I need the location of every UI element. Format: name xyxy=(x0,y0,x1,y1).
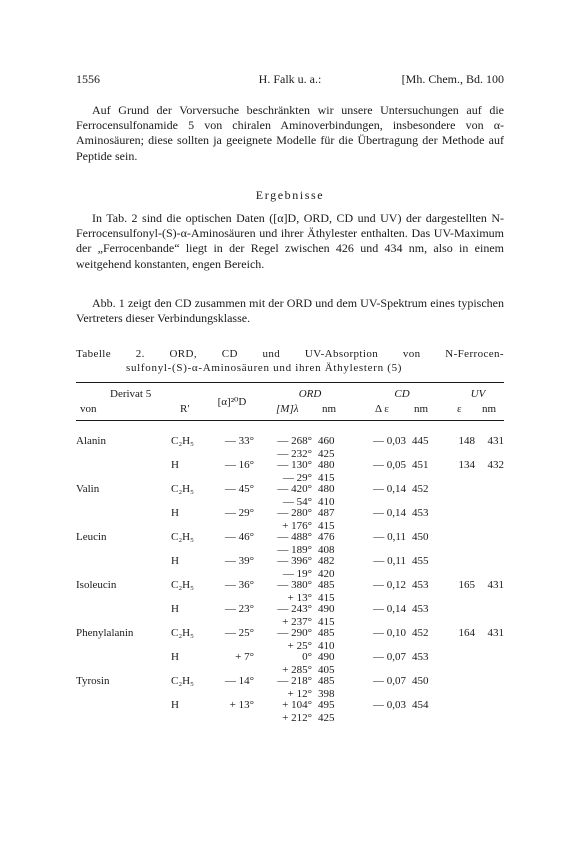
page-number: 1556 xyxy=(76,72,100,86)
table-cell-m1: — 218° xyxy=(277,675,312,687)
table-cell-cnm: 453 xyxy=(412,507,429,519)
header-alpha: [α]²⁰D xyxy=(217,396,247,408)
table-caption-line-1: Tabelle 2. ORD, CD und UV-Absorption von N-Ferrocen- xyxy=(76,348,504,360)
table-header-rule xyxy=(76,420,504,421)
table-cell-n2: 415 xyxy=(318,520,335,532)
table-cell-m2: — 19° xyxy=(282,568,312,580)
table-cell-n1: 487 xyxy=(318,507,335,519)
table-cell-cnm: 454 xyxy=(412,699,429,711)
header-uv-e: ε xyxy=(457,403,462,415)
table-cell-alpha: + 13° xyxy=(229,699,254,711)
table-cell-n1: 490 xyxy=(318,651,335,663)
results-paragraph: In Tab. 2 sind die optischen Daten ([α]D, ORD, CD und UV) der dargestellten N-Ferrocensulfonyl-(S)-α-Aminosäuren und ihrer Äthylester enthalten. Das UV-Maximum der „Ferrocenbande“ liegt in der Regel zwischen 426 und 434 nm, also in einem weitgehend konstanten, engen Bereich. xyxy=(76,211,504,271)
table-cell-m1: — 268° xyxy=(277,435,312,447)
table-cell-n1: 480 xyxy=(318,459,335,471)
table-cell-unm: 431 xyxy=(487,579,504,591)
table-cell-de: — 0,03 xyxy=(373,699,406,711)
table-cell-m1: — 130° xyxy=(277,459,312,471)
table-cell-cnm: 453 xyxy=(412,651,429,663)
header-von: von xyxy=(80,403,97,415)
table-cell-de: — 0,11 xyxy=(373,531,406,543)
table-cell-m1: — 280° xyxy=(277,507,312,519)
table-cell-e: 164 xyxy=(458,627,475,639)
table-cell-m2: + 285° xyxy=(282,664,312,676)
table-cell-e: 148 xyxy=(458,435,475,447)
table-caption-line-2: sulfonyl-(S)-α-Aminosäuren und ihren Äthylestern (5) xyxy=(126,362,403,374)
table-cell-von: Phenylalanin xyxy=(76,627,134,639)
header-ord: ORD xyxy=(298,388,322,400)
table-cell-m1: — 396° xyxy=(277,555,312,567)
table-cell-m1: 0° xyxy=(302,651,312,663)
table-cell-n2: 405 xyxy=(318,664,335,676)
table-cell-m1: — 290° xyxy=(277,627,312,639)
table-cell-alpha: — 39° xyxy=(224,555,254,567)
table-cell-de: — 0,07 xyxy=(373,675,406,687)
table-cell-m2: — 54° xyxy=(282,496,312,508)
table-cell-de: — 0,03 xyxy=(373,435,406,447)
table-cell-m2: + 237° xyxy=(282,616,312,628)
table-cell-alpha: — 45° xyxy=(224,483,254,495)
table-cell-r: C₂H₅ xyxy=(171,627,194,639)
table-cell-e: 165 xyxy=(458,579,475,591)
table-cell-n1: 480 xyxy=(318,483,335,495)
table-cell-m2: — 189° xyxy=(277,544,312,556)
table-cell-n1: 476 xyxy=(318,531,335,543)
header-uv: UV xyxy=(470,388,486,400)
table-cell-n2: 420 xyxy=(318,568,335,580)
table-cell-de: — 0,14 xyxy=(373,507,406,519)
intro-paragraph: Auf Grund der Vorversuche beschränkten wir unsere Untersuchungen auf die Ferrocensulfonamide 5 von chiralen Aminoverbindungen, insbesondere von α-Aminosäuren; diese sollten ja geeignete Modelle für die Übertragung der Methode auf Peptide sein. xyxy=(76,103,504,163)
table-cell-de: — 0,05 xyxy=(373,459,406,471)
table-caption xyxy=(76,347,504,375)
table-cell-cnm: 453 xyxy=(412,579,429,591)
table-cell-alpha: — 29° xyxy=(224,507,254,519)
table-cell-r: H xyxy=(171,555,179,567)
header-derivat: Derivat 5 xyxy=(110,388,152,400)
table-cell-r: H xyxy=(171,507,179,519)
section-heading: Ergebnisse xyxy=(255,188,325,202)
table-cell-n1: 485 xyxy=(318,627,335,639)
table-cell-von: Isoleucin xyxy=(76,579,117,591)
table-cell-r: C₂H₅ xyxy=(171,531,194,543)
table-cell-cnm: 450 xyxy=(412,531,429,543)
table-cell-m1: — 420° xyxy=(277,483,312,495)
table-cell-unm: 432 xyxy=(487,459,504,471)
table-cell-n1: 485 xyxy=(318,579,335,591)
figure-reference-paragraph: Abb. 1 zeigt den CD zusammen mit der ORD und dem UV-Spektrum eines typischen Vertreters dieser Verbindungsklasse. xyxy=(76,296,504,326)
table-cell-r: H xyxy=(171,651,179,663)
table-cell-n1: 460 xyxy=(318,435,335,447)
table-cell-unm: 431 xyxy=(487,435,504,447)
table-cell-von: Valin xyxy=(76,483,100,495)
table-cell-de: — 0,14 xyxy=(373,483,406,495)
table-cell-alpha: — 25° xyxy=(224,627,254,639)
table-cell-de: — 0,07 xyxy=(373,651,406,663)
table-cell-de: — 0,12 xyxy=(373,579,406,591)
header-cd-nm: nm xyxy=(414,403,429,415)
table-cell-alpha: — 16° xyxy=(224,459,254,471)
table-cell-n1: 490 xyxy=(318,603,335,615)
table-cell-n2: 415 xyxy=(318,472,335,484)
table-cell-alpha: — 36° xyxy=(224,579,254,591)
table-cell-n2: 415 xyxy=(318,592,335,604)
table-cell-cnm: 445 xyxy=(412,435,429,447)
table-cell-n2: 425 xyxy=(318,712,335,724)
table-cell-r: H xyxy=(171,699,179,711)
table-cell-r: C₂H₅ xyxy=(171,483,194,495)
table-cell-unm: 431 xyxy=(487,627,504,639)
table-cell-m2: + 212° xyxy=(282,712,312,724)
table-cell-von: Leucin xyxy=(76,531,107,543)
table-cell-alpha: — 14° xyxy=(224,675,254,687)
table-cell-von: Tyrosin xyxy=(76,675,110,687)
table-cell-n2: 408 xyxy=(318,544,335,556)
table-cell-n1: 485 xyxy=(318,675,335,687)
table-cell-de: — 0,11 xyxy=(373,555,406,567)
table-cell-n2: 415 xyxy=(318,616,335,628)
table-cell-n2: 398 xyxy=(318,688,335,700)
table-cell-r: H xyxy=(171,603,179,615)
table-cell-alpha: — 23° xyxy=(224,603,254,615)
table-cell-alpha: — 46° xyxy=(224,531,254,543)
table-cell-n1: 482 xyxy=(318,555,335,567)
header-cd-de: Δ ε xyxy=(375,403,389,415)
table-cell-r: H xyxy=(171,459,179,471)
header-r: R′ xyxy=(180,403,190,415)
table-cell-alpha: + 7° xyxy=(235,651,254,663)
table-cell-cnm: 452 xyxy=(412,627,429,639)
table-cell-e: 134 xyxy=(458,459,475,471)
table-cell-cnm: 451 xyxy=(412,459,429,471)
header-cd: CD xyxy=(394,388,410,400)
table-cell-m1: — 380° xyxy=(277,579,312,591)
table-cell-n2: 410 xyxy=(318,496,335,508)
table-cell-m2: — 232° xyxy=(277,448,312,460)
table-cell-von: Alanin xyxy=(76,435,106,447)
table-top-rule xyxy=(76,382,504,383)
table-cell-m2: + 176° xyxy=(282,520,312,532)
table-cell-n1: 495 xyxy=(318,699,335,711)
table-cell-m2: + 13° xyxy=(287,592,312,604)
table-cell-m1: + 104° xyxy=(282,699,312,711)
table-cell-r: C₂H₅ xyxy=(171,435,194,447)
table-cell-m2: + 12° xyxy=(287,688,312,700)
table-cell-cnm: 452 xyxy=(412,483,429,495)
header-uv-nm: nm xyxy=(482,403,497,415)
header-ord-nm: nm xyxy=(322,403,337,415)
table-cell-m2: + 25° xyxy=(287,640,312,652)
table-cell-de: — 0,10 xyxy=(373,627,406,639)
table-cell-cnm: 450 xyxy=(412,675,429,687)
running-authors: H. Falk u. a.: xyxy=(258,72,322,86)
header-ord-m: [M]λ xyxy=(276,403,299,415)
table-cell-m1: — 243° xyxy=(277,603,312,615)
running-header xyxy=(76,72,504,88)
table-cell-n2: 425 xyxy=(318,448,335,460)
table-cell-cnm: 455 xyxy=(412,555,429,567)
table-cell-n2: 410 xyxy=(318,640,335,652)
journal-reference: [Mh. Chem., Bd. 100 xyxy=(401,72,504,86)
table-cell-r: C₂H₅ xyxy=(171,675,194,687)
table-cell-m2: — 29° xyxy=(282,472,312,484)
table-cell-r: C₂H₅ xyxy=(171,579,194,591)
table-cell-cnm: 453 xyxy=(412,603,429,615)
table-cell-m1: — 488° xyxy=(277,531,312,543)
table-cell-de: — 0,14 xyxy=(373,603,406,615)
table-cell-alpha: — 33° xyxy=(224,435,254,447)
